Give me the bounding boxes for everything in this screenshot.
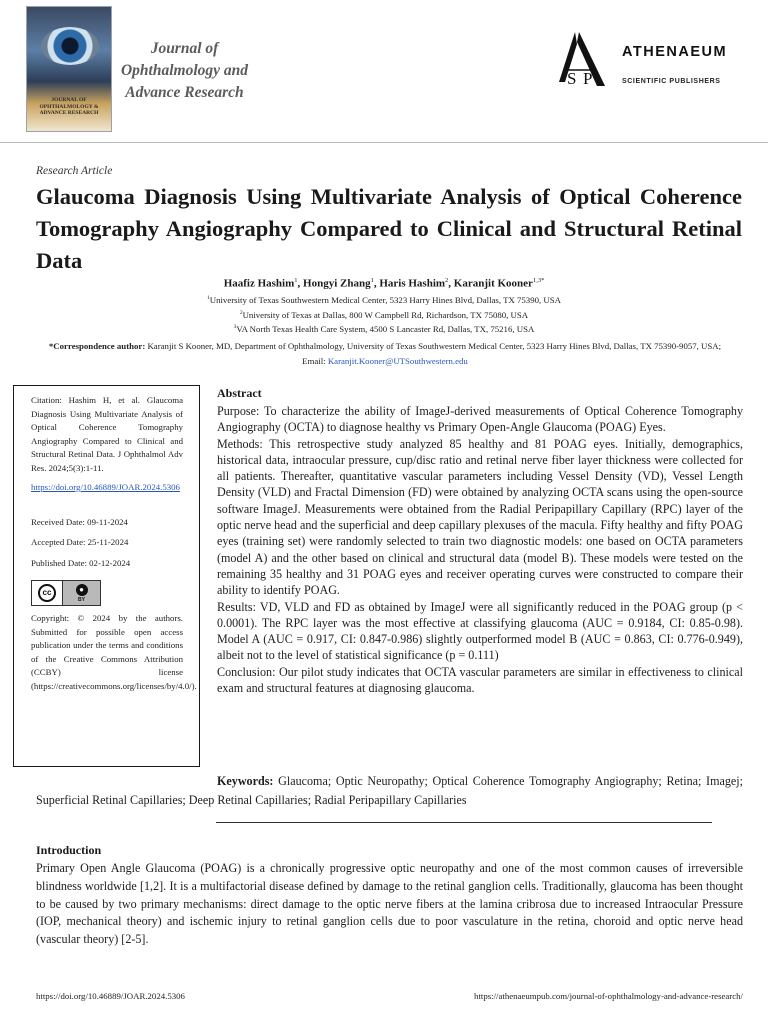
cc-by-license-badge[interactable] <box>31 580 101 606</box>
footer-url-link[interactable]: https://athenaeumpub.com/journal-of-ophthalmology-and-advance-research/ <box>474 991 743 1001</box>
copyright-text: Copyright: © 2024 by the authors. Submitted for possible open access publication under the terms and conditions of the Creative Commons Attribution (CCBY) license (https://creativecommons.org/licenses/by/4.0/). <box>31 613 197 691</box>
author-list: Haafiz Hashim$^1$, Hongyi Zhang$^1$, Haris Hashim$^2$, Karanjit Kooner$^{1,3*}$ <box>223 277 545 290</box>
footer-doi-link[interactable]: https://doi.org/10.46889/JOAR.2024.5306 <box>36 991 185 1001</box>
published-date: Published Date: 02-12-2024 <box>31 557 131 568</box>
header-divider <box>0 142 768 143</box>
author-name: Haafiz Hashim <box>223 277 295 290</box>
article-title: Glaucoma Diagnosis Using Multivariate Analysis of Optical Coherence Tomography Angiography Compared to Clinical and Structural Retinal Data <box>36 184 742 273</box>
publisher-subtitle: SCIENTIFIC PUBLISHERS <box>622 78 721 85</box>
keywords-divider <box>216 822 712 823</box>
publisher-logo-letters: S <box>567 69 577 88</box>
correspondence-email-link[interactable]: Karanjit.Kooner@UTSouthwestern.edu <box>327 356 468 366</box>
person-icon: ● <box>76 584 88 596</box>
publisher-name: ATHENAEUM <box>622 44 728 60</box>
accepted-date: Accepted Date: 25-11-2024 <box>31 537 129 547</box>
author-name: Karanjit Kooner <box>453 277 533 290</box>
journal-cover-text: JOURNAL OF OPHTHALMOLOGY & ADVANCE RESEARCH <box>39 97 99 116</box>
abstract-heading: Abstract <box>217 386 262 400</box>
correspondence <box>40 339 730 369</box>
correspondence-text: Karanjit S Kooner, MD, Department of Ophthalmology, University of Texas Southwestern Medical Center, 5323 Harry Hines Blvd, Dallas, TX 75390-9057, USA; Email: <box>147 341 722 366</box>
journal-cover-image <box>26 6 112 132</box>
affiliation: $^1$University of Texas Southwestern Medical Center, 5323 Harry Hines Blvd, Dallas, TX 75390, USA <box>206 295 561 305</box>
keywords-text: Glaucoma; Optic Neuropathy; Optical Coherence Tomography Angiography; Retina; Imagej; Superficial Retinal Capillaries; Deep Retinal Capillaries; Radial Peripapillary Capillaries <box>36 774 743 807</box>
abstract-conclusion: Conclusion: Our pilot study indicates that OCTA vascular parameters are similar in effectiveness to clinical exam and structural features at diagnosing glaucoma. <box>217 664 743 696</box>
svg-text:P: P <box>583 69 593 88</box>
cc-icon: cc <box>38 584 56 602</box>
affiliation: $^2$University of Texas at Dallas, 800 W Campbell Rd, Richardson, TX 75080, USA <box>239 310 529 320</box>
introduction-text: Primary Open Angle Glaucoma (POAG) is a chronically progressive optic neuropathy and one of the most common causes of irreversible blindness worldwide [1,2]. It is a multifactorial disease defined by damage to the retinal ganglion cells. Traditionally, glaucoma has been thought to be caused by two primary mechanisms: direct damage to the optic nerve fibers at the lamina cribrosa due to increased Intraocular Pressure (IOP, mechanical theory) and ischemic injury to retinal ganglion cells due to poor vasculature in the retina, choroid and optic nerve head (vascular theory) [2-5]. <box>36 861 743 947</box>
abstract-methods: Methods: This retrospective study analyzed 85 healthy and 81 POAG eyes. Initially, demographics, historical data, intraocular pressure, cup/disc ratio and retinal nerve fiber layer thickness were collected for all patients. Thereafter, quantitative vascular parameters including Vessel Density (VD), Vessel Length Density (VLD) and Fractal Dimension (FD) were obtained by analyzing OCTA scans using the open-source software ImageJ. Measurements were obtained from the Radial Peripapillary Capillary (RPC) layer of the optic nerve head and the superficial and deep capillary plexuses of the macula. Fifty healthy and fifty POAG eyes (training set) were randomly selected to train two diagnostic models: one based on OCTA parameters (model A) and the other based on clinical and structural data (model B). These models were tested on the remaining 35 healthy and 31 POAG eyes and receiver operating curves were constructed to compare their ability to identify POAG. <box>217 436 743 598</box>
citation-sidebar <box>13 385 200 767</box>
received-date: Received Date: 09-11-2024 <box>31 516 128 527</box>
citation-text: Citation: Hashim H, et al. Glaucoma Diagnosis Using Multivariate Analysis of Optical Coherence Tomography Angiography Compared to Clinical and Structural Retinal Data. J Ophthalmol Adv Res. 2024;5(3):1-11. <box>31 395 183 473</box>
author-name: Haris Hashim <box>379 277 446 290</box>
article-type: Research Article <box>36 165 113 177</box>
eye-icon <box>41 27 99 65</box>
abstract-results: Results: VD, VLD and FD as obtained by ImageJ were all significantly reduced in the POAG group (p < 0.0001). The RPC layer was the most effective at classifying glaucoma (AUC = 0.9184, CI: 0.85-0.98). Model A (AUC = 0.917, CI: 0.847-0.986) slightly outperformed model B (AUC = 0.863, CI: 0.776-0.949), albeit not to the level of statistical significance (p = 0.111) <box>217 599 743 663</box>
by-label: BY <box>78 596 85 603</box>
keywords <box>36 772 743 809</box>
doi-link[interactable]: https://doi.org/10.46889/JOAR.2024.5306 <box>31 482 180 492</box>
author-name: Hongyi Zhang <box>303 277 371 290</box>
publisher-logo-icon <box>553 30 611 90</box>
correspondence-label: *Correspondence author: <box>48 341 146 351</box>
abstract-purpose: Purpose: To characterize the ability of ImageJ-derived measurements of Optical Coherence Tomography Angiography (OCTA) to diagnose healthy vs Primary Open-Angle Glaucoma (POAG) Eyes. <box>217 404 743 435</box>
abstract-body <box>217 403 743 696</box>
journal-name: Journal of Ophthalmology and Advance Research <box>120 40 249 101</box>
affiliation: $^3$VA North Texas Health Care System, 4500 S Lancaster Rd, Dallas, TX, 75216, USA <box>233 324 535 334</box>
introduction-heading: Introduction <box>36 843 102 857</box>
keywords-label: Keywords: <box>217 774 274 788</box>
